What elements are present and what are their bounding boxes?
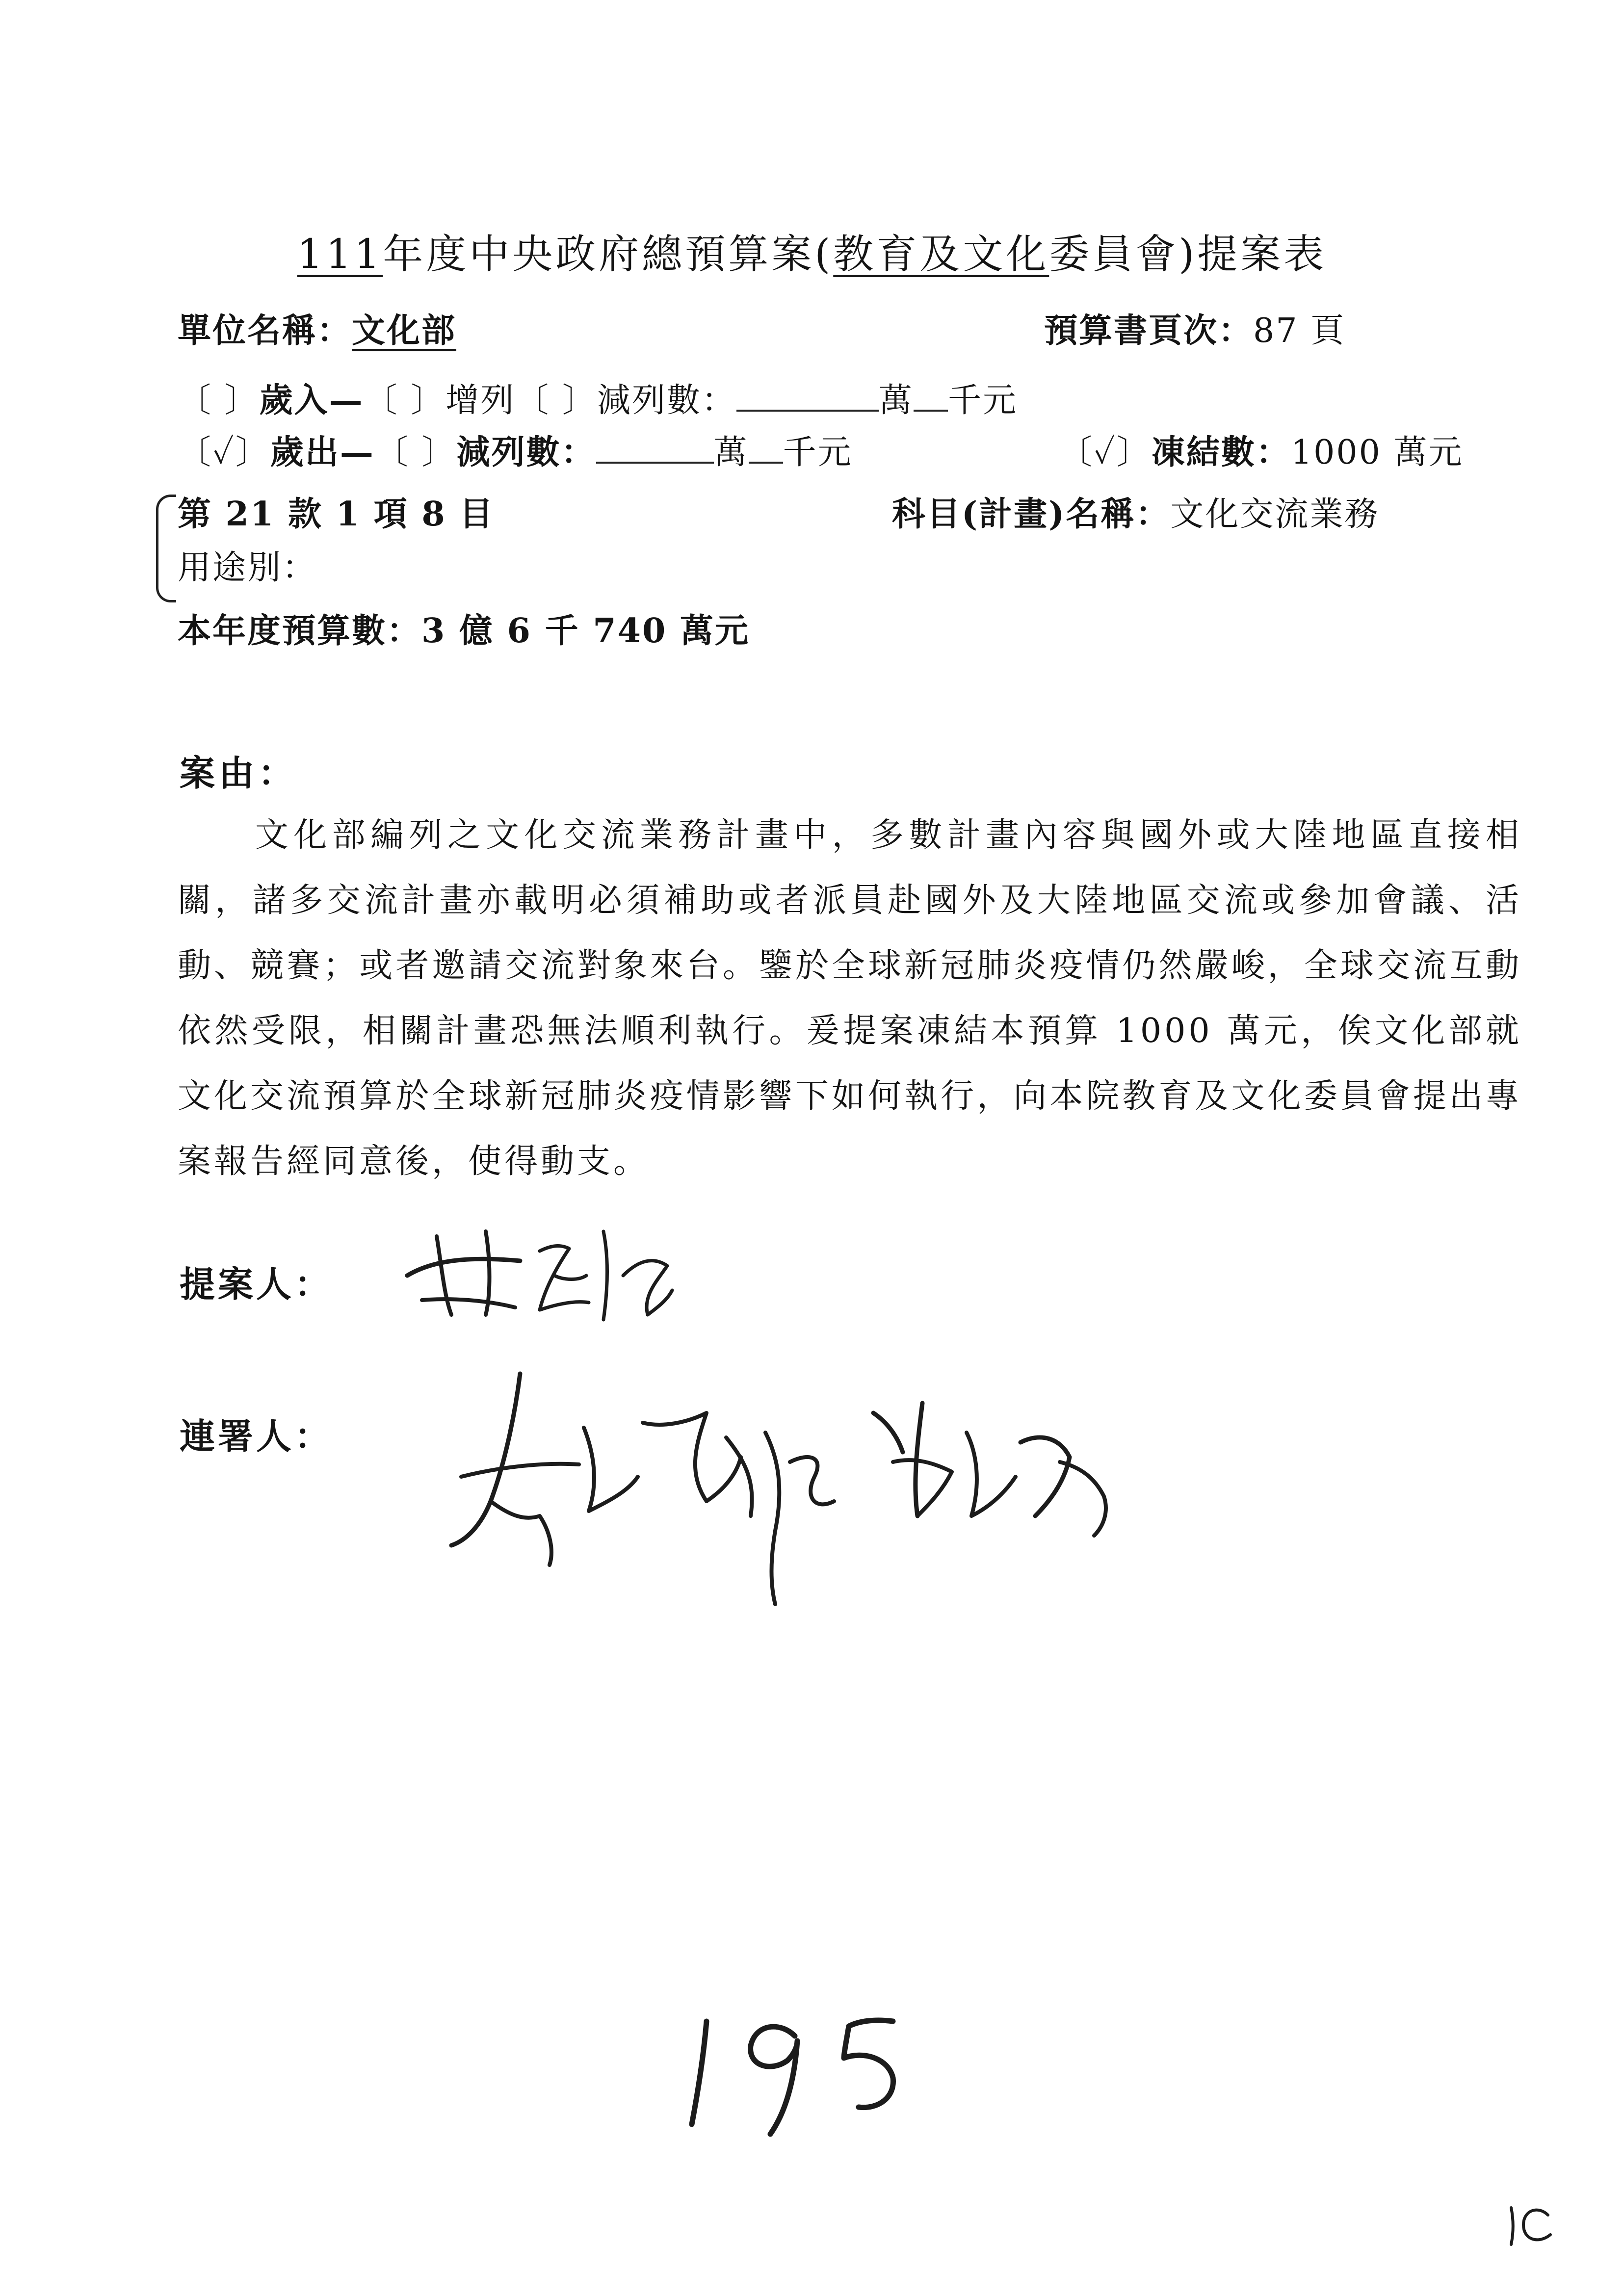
amount-blank-small xyxy=(749,462,783,464)
expense-decrease-label: 減列數： xyxy=(456,433,596,472)
decrease-checkbox: 〔 〕 xyxy=(515,381,597,420)
committee-name: 教育及文化 xyxy=(833,231,1049,278)
expense-checkbox: 〔✓〕 xyxy=(178,433,270,472)
budget-year: 111 xyxy=(297,231,383,278)
increase-checkbox: 〔 〕 xyxy=(364,381,446,420)
reason-label: 案由： xyxy=(180,752,298,794)
unit-wan: 萬 xyxy=(713,433,749,472)
freeze-checkbox: 〔✓〕 xyxy=(1059,433,1152,472)
unit-row xyxy=(178,311,457,350)
unit-qian: 千元 xyxy=(783,433,853,472)
handwritten-page-number xyxy=(677,2002,913,2149)
reason-body: 文化部編列之文化交流業務計畫中，多數計畫內容與國外或大陸地區直接相關，諸多交流計畫亦載明必須補助或者派員赴國外及大陸地區交流或參加會議、活動、競賽；或者邀請交流對象來台。鑒於全球新冠肺炎疫情仍然嚴峻，全球交流互動依然受限，相關計畫恐無法順利執行。爰提案凍結本預算 1000 萬元，俟文化部就文化交流預算於全球新冠肺炎疫情影響下如何執行，向本院教育及文化委員會提出專案報告經同意後，使得動支。 xyxy=(178,816,1522,1181)
page-value: 87 頁 xyxy=(1253,312,1346,350)
expense-decrease-checkbox: 〔 〕 xyxy=(374,433,457,472)
subject-label: 科目(計畫)名稱： xyxy=(892,495,1171,534)
unit-qian: 千元 xyxy=(947,381,1018,420)
cosigner-signature xyxy=(432,1354,1128,1609)
budget-amount xyxy=(178,611,750,651)
unit-label: 單位名稱： xyxy=(178,311,352,350)
budget-book-page xyxy=(1044,311,1346,350)
title-text: 年度中央政府總預算案( xyxy=(383,231,834,278)
unit-wan: 萬 xyxy=(878,381,914,420)
handwritten-corner-number xyxy=(1501,2198,1560,2252)
expense-line xyxy=(178,433,853,472)
freeze-label: 凍結數： xyxy=(1151,433,1291,472)
cosigner-label: 連署人： xyxy=(180,1415,333,1457)
document-title xyxy=(0,231,1624,278)
increase-label: 增列 xyxy=(445,381,516,420)
item-code: 第 21 款 1 項 8 目 xyxy=(178,495,495,534)
income-checkbox: 〔 〕 xyxy=(178,381,260,420)
unit-value: 文化部 xyxy=(352,311,457,350)
proposer-signature xyxy=(393,1202,697,1330)
decrease-label: 減列數： xyxy=(597,381,736,420)
freeze-field xyxy=(1059,433,1464,472)
subject-field xyxy=(892,495,1380,534)
usage-label: 用途別： xyxy=(178,548,317,587)
expense-label: 歲出— xyxy=(270,433,375,472)
amount-blank xyxy=(736,410,879,412)
income-label: 歲入— xyxy=(259,381,364,420)
budget-value: 3 億 6 千 740 萬元 xyxy=(421,611,750,651)
left-bracket xyxy=(156,495,176,602)
income-line xyxy=(178,381,1018,420)
subject-value: 文化交流業務 xyxy=(1170,495,1380,534)
proposer-label: 提案人： xyxy=(180,1263,333,1305)
title-suffix: 委員會)提案表 xyxy=(1049,231,1327,278)
freeze-value: 1000 萬元 xyxy=(1290,433,1464,472)
amount-blank xyxy=(596,462,714,464)
page-label: 預算書頁次： xyxy=(1044,311,1254,350)
amount-blank-small xyxy=(914,410,948,412)
budget-label: 本年度預算數： xyxy=(178,611,422,651)
